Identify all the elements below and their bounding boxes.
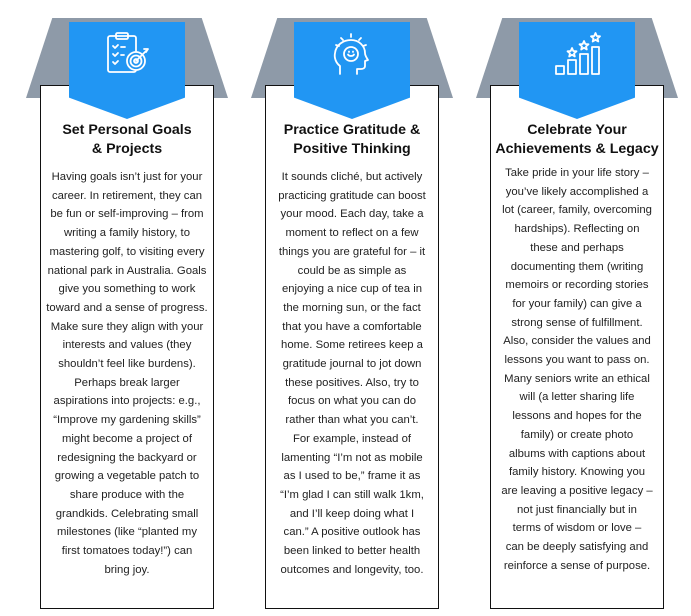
- body-line: toward and a sense of progress.: [46, 301, 208, 314]
- body-line: Take pride in your life story –: [505, 167, 649, 179]
- body-line: will (a letter sharing life: [519, 391, 635, 404]
- body-line: growing a vegetable patch to: [54, 470, 200, 483]
- body-line: writing a family history, to: [64, 227, 190, 240]
- column-title: [265, 121, 439, 159]
- smiling-head-icon: [328, 30, 376, 78]
- body-line: and I’ll keep doing what I: [289, 507, 415, 520]
- title-line: & Projects: [91, 141, 163, 157]
- column-title: [490, 121, 664, 159]
- body-line: the morning sun, or the fact: [283, 301, 421, 314]
- body-line: enjoying a nice cup of tea in: [281, 283, 423, 296]
- body-line: documenting them (writing: [510, 260, 644, 273]
- body-line: can be deeply satisfying and: [505, 541, 649, 554]
- body-line: redesigning the backyard or: [57, 451, 197, 464]
- column-body: [267, 168, 437, 579]
- body-line: career. In retirement, they can: [51, 189, 203, 202]
- body-line: interests and values (they: [62, 339, 192, 352]
- body-line: that you have a comfortable: [282, 320, 422, 333]
- body-line: hardships). Reflecting on: [514, 223, 640, 236]
- body-line: home. Some retirees keep a: [281, 339, 423, 352]
- body-line: your mood. Each day, take a: [280, 208, 424, 221]
- body-line: are leaving a positive legacy –: [501, 484, 653, 497]
- body-line: “I’m glad I can still walk 1km,: [280, 488, 424, 501]
- body-line: rather than what you can’t.: [285, 414, 419, 427]
- body-line: these and perhaps: [530, 241, 624, 254]
- body-line: these positives. Also, try to: [285, 376, 419, 389]
- body-line: Many seniors write an ethical: [504, 372, 650, 385]
- body-line: might become a project of: [62, 432, 192, 445]
- body-line: lessons and hopes for the: [512, 410, 642, 423]
- body-line: Having goals isn’t just for your: [51, 171, 203, 183]
- column-title: [40, 121, 214, 159]
- body-line: bring joy.: [104, 563, 150, 576]
- body-line: can.” A positive outlook has: [283, 526, 421, 539]
- gratitude-column: [245, 0, 459, 616]
- body-line: strong sense of fulfillment.: [511, 316, 643, 329]
- body-line: could be as simple as: [297, 264, 407, 277]
- body-line: reinforce a sense of purpose.: [503, 559, 651, 572]
- title-line: Practice Gratitude &: [283, 122, 421, 138]
- column-body: [42, 168, 212, 579]
- body-line: first tomatoes today!”) can: [61, 545, 193, 558]
- body-line: family) or create photo: [520, 428, 634, 441]
- body-line: gratitude journal to jot down: [282, 358, 422, 371]
- body-line: lessons you want to pass on.: [504, 354, 650, 367]
- title-line: Positive Thinking: [293, 141, 411, 157]
- body-line: shouldn’t feel like burdens).: [58, 358, 196, 371]
- body-line: family history. Knowing you: [508, 466, 646, 479]
- body-line: outcomes and longevity, too.: [280, 563, 424, 576]
- body-line: be fun or self-improving – from: [50, 208, 204, 221]
- body-line: for your family) can give a: [512, 297, 642, 310]
- body-line: Also, consider the values and: [503, 335, 651, 348]
- body-line: mastering golf, to visiting every: [49, 245, 205, 258]
- body-line: aspirations into projects: e.g.,: [53, 395, 201, 408]
- body-line: Make sure they align with your: [50, 320, 204, 333]
- clipboard-target-icon: [103, 30, 151, 78]
- body-line: practicing gratitude can boost: [278, 189, 426, 202]
- body-line: It sounds cliché, but actively: [281, 171, 423, 183]
- title-line: Celebrate Your: [527, 122, 627, 138]
- body-line: milestones (like “planted my: [56, 526, 197, 539]
- body-line: things you are grateful for – it: [278, 245, 426, 258]
- legacy-column: [470, 0, 684, 616]
- body-line: For example, instead of: [292, 432, 412, 445]
- body-line: share produce with the: [69, 488, 185, 501]
- body-line: terms of wisdom or love –: [512, 522, 642, 535]
- body-line: albums with captions about: [508, 447, 646, 460]
- title-line: Set Personal Goals: [62, 122, 192, 138]
- body-line: lamenting “I’m not as mobile: [281, 451, 423, 464]
- body-line: memoirs or recording stories: [505, 279, 649, 292]
- body-line: “Improve my gardening skills”: [53, 414, 201, 427]
- body-line: Perhaps break larger: [74, 376, 180, 389]
- goals-column: [20, 0, 234, 616]
- body-line: you’ve likely accomplished a: [505, 185, 649, 198]
- title-line: Achievements & Legacy: [495, 141, 659, 157]
- body-line: moment to reflect on a few: [285, 227, 419, 240]
- body-line: as I used to be,” frame it as: [283, 470, 421, 483]
- body-line: national park in Australia. Goals: [47, 264, 207, 277]
- rising-bars-stars-icon: [553, 30, 601, 78]
- body-line: give you something to work: [58, 283, 196, 296]
- column-body: [492, 164, 662, 575]
- body-line: not just financially but in: [517, 503, 637, 516]
- body-line: been linked to better health: [283, 545, 421, 558]
- body-line: focus on what you can do: [287, 395, 417, 408]
- body-line: grandkids. Celebrating small: [55, 507, 199, 520]
- body-line: lot (career, family, overcoming: [502, 204, 652, 217]
